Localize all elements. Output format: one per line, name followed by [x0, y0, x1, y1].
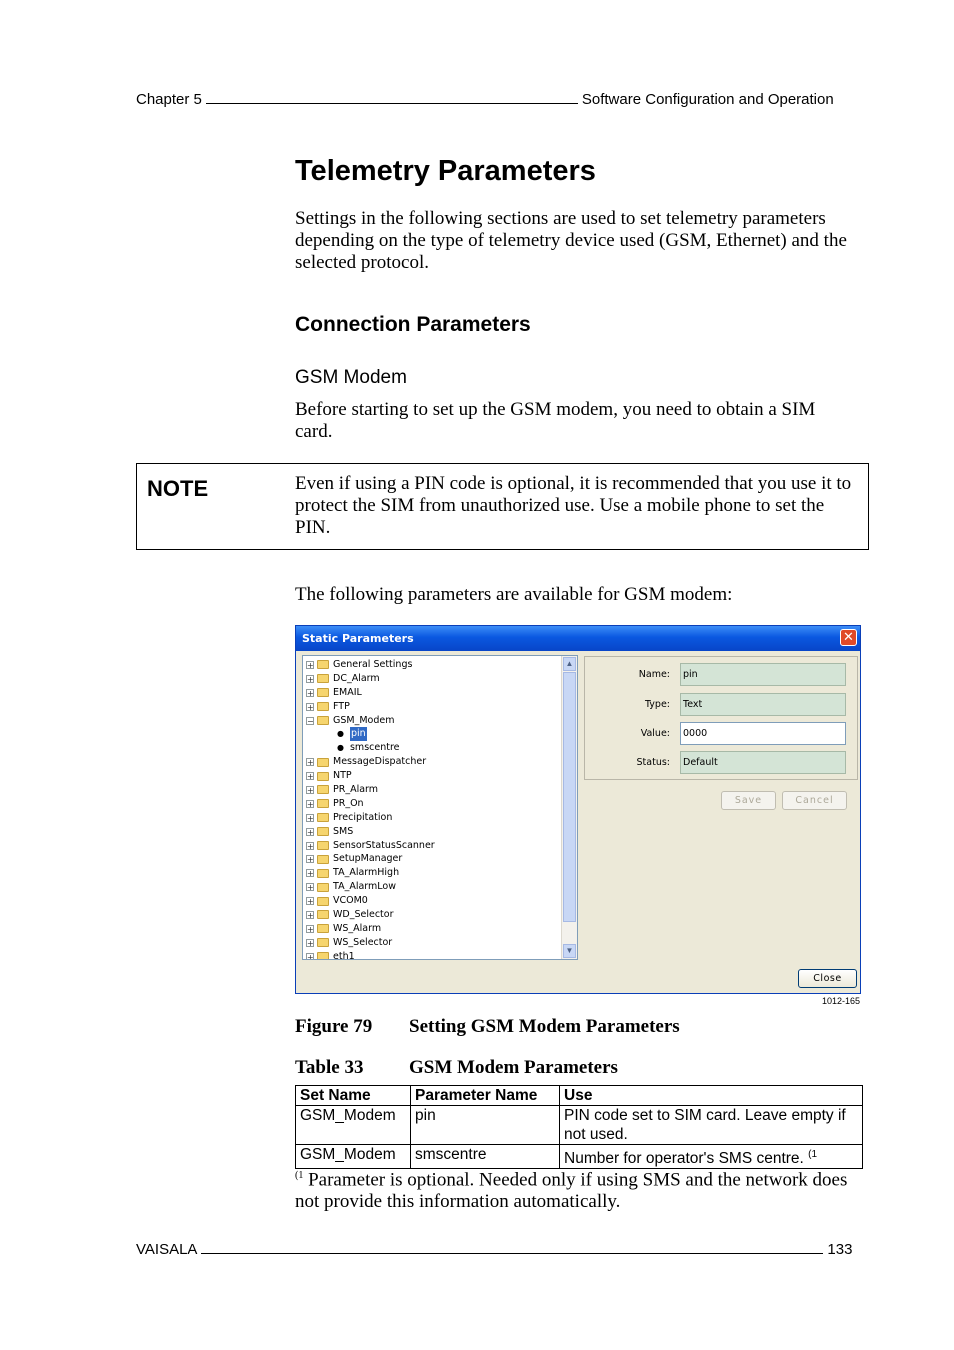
- tree-node-label: NTP: [333, 770, 352, 782]
- expand-icon[interactable]: +: [307, 688, 314, 698]
- folder-icon: [317, 869, 329, 878]
- tree-node[interactable]: [306, 936, 435, 950]
- tree-node-label: WS_Alarm: [333, 922, 382, 934]
- tree-node[interactable]: [306, 686, 435, 700]
- tree-scrollbar[interactable]: [561, 656, 577, 959]
- chapter-label: Chapter 5: [136, 91, 202, 108]
- tree-node-label: SensorStatusScanner: [333, 839, 435, 851]
- folder-icon: [317, 772, 329, 781]
- leaf-bullet-icon: ●: [337, 729, 344, 739]
- tree-node[interactable]: [306, 825, 435, 839]
- tree-node[interactable]: [306, 811, 435, 825]
- table-caption: GSM Modem Parameters: [409, 1057, 618, 1078]
- folder-icon: [317, 660, 329, 669]
- folder-icon: [317, 841, 329, 850]
- expand-icon[interactable]: +: [307, 785, 314, 795]
- tree-node[interactable]: [306, 700, 435, 714]
- folder-icon: [317, 827, 329, 836]
- tree-node[interactable]: [306, 769, 435, 783]
- footnote-marker: (1: [295, 1170, 304, 1181]
- expand-icon[interactable]: +: [307, 827, 314, 837]
- save-button[interactable]: Save: [721, 791, 776, 810]
- expand-icon[interactable]: +: [307, 869, 314, 879]
- expand-icon[interactable]: +: [307, 883, 314, 893]
- folder-icon: [317, 924, 329, 933]
- cell-set-name: GSM_Modem: [296, 1106, 411, 1145]
- folder-icon: [317, 702, 329, 711]
- tree-node-label: PR_On: [333, 797, 364, 809]
- tree-node-label: FTP: [333, 700, 350, 712]
- table-number: Table 33: [295, 1057, 364, 1078]
- page-number: 133: [827, 1241, 853, 1258]
- expand-icon[interactable]: +: [307, 952, 314, 960]
- status-field: Default: [680, 751, 846, 774]
- tree-node[interactable]: [306, 866, 435, 880]
- tree-node[interactable]: [306, 714, 435, 728]
- intro-paragraph: Settings in the following sections are used to set telemetry parameters depending on the type of telemetry device used (GSM, Ethernet) and the selected protocol.: [295, 208, 847, 273]
- type-field: Text: [680, 693, 846, 716]
- cancel-button[interactable]: Cancel: [782, 791, 847, 810]
- expand-icon[interactable]: +: [307, 855, 314, 865]
- tree-node-label: TA_AlarmHigh: [333, 867, 400, 879]
- tree-node-label: General Settings: [333, 659, 413, 670]
- tree-node[interactable]: [306, 783, 435, 797]
- name-field: pin: [680, 663, 846, 686]
- header-set-name: Set Name: [296, 1086, 411, 1106]
- tree-node[interactable]: [306, 950, 435, 960]
- close-button[interactable]: Close: [798, 969, 857, 988]
- figure-caption: Setting GSM Modem Parameters: [409, 1016, 680, 1037]
- tree-node[interactable]: [306, 672, 435, 686]
- footer-rule: [201, 1240, 823, 1254]
- expand-icon[interactable]: +: [307, 660, 314, 670]
- tree-leaf[interactable]: [306, 741, 435, 755]
- tree-node-label: DC_Alarm: [333, 672, 380, 684]
- tree-node-label: PR_Alarm: [333, 784, 379, 796]
- folder-icon: [317, 674, 329, 683]
- tree-node-label: TA_AlarmLow: [333, 881, 396, 893]
- note-label: NOTE: [147, 476, 209, 501]
- tree-node[interactable]: [306, 908, 435, 922]
- expand-icon[interactable]: +: [307, 813, 314, 823]
- company-name: VAISALA: [136, 1241, 198, 1258]
- type-label: Type:: [644, 699, 670, 710]
- close-icon[interactable]: ✕: [840, 629, 857, 646]
- gsm-parameters-table: [295, 1085, 863, 1169]
- folder-icon: [317, 952, 329, 960]
- tree-node[interactable]: [306, 880, 435, 894]
- header-parameter-name: Parameter Name: [411, 1086, 560, 1106]
- table-footnote: [295, 1165, 865, 1213]
- tree-node-label: MessageDispatcher: [333, 756, 427, 768]
- tree-node[interactable]: [306, 839, 435, 853]
- note-text: Even if using a PIN code is optional, it is recommended that you use it to protect the SIM from unauthorized use. Use a mobile phone to set the PIN.: [295, 473, 852, 538]
- section-heading: Connection Parameters: [295, 313, 531, 336]
- scroll-down-icon[interactable]: ▼: [563, 944, 576, 958]
- scroll-thumb[interactable]: [563, 672, 576, 922]
- tree-node[interactable]: [306, 658, 435, 672]
- expand-icon[interactable]: +: [307, 799, 314, 809]
- tree-list: [306, 658, 435, 960]
- value-input[interactable]: 0000: [680, 722, 846, 745]
- cell-parameter-name: pin: [411, 1106, 560, 1145]
- expand-icon[interactable]: +: [307, 674, 314, 684]
- section-label: Software Configuration and Operation: [581, 91, 834, 108]
- tree-leaf-label: pin: [350, 728, 366, 740]
- tree-node-label: SMS: [333, 825, 354, 837]
- tree-node-label: VCOM0: [333, 895, 368, 907]
- footnote-ref: (1: [808, 1149, 818, 1160]
- subsection-heading: GSM Modem: [295, 367, 407, 388]
- tree-node-label: EMAIL: [333, 686, 362, 698]
- expand-icon[interactable]: +: [307, 924, 314, 934]
- static-parameters-dialog: [295, 625, 861, 994]
- tree-leaf[interactable]: [306, 727, 435, 741]
- tree-node[interactable]: [306, 894, 435, 908]
- dialog-title: Static Parameters: [302, 632, 414, 645]
- note-box: [136, 463, 869, 550]
- tree-node-label: WD_Selector: [333, 909, 394, 921]
- expand-icon[interactable]: +: [307, 758, 314, 768]
- folder-icon: [317, 883, 329, 892]
- expand-icon[interactable]: +: [307, 938, 314, 948]
- params-intro-paragraph: The following parameters are available for GSM modem:: [295, 584, 733, 605]
- table-row: [296, 1106, 863, 1145]
- tree-node[interactable]: [306, 755, 435, 769]
- folder-icon: [317, 758, 329, 767]
- expand-icon[interactable]: +: [307, 910, 314, 920]
- header-use: Use: [560, 1086, 863, 1106]
- folder-icon: [317, 855, 329, 864]
- expand-icon[interactable]: +: [307, 702, 314, 712]
- tree-node[interactable]: [306, 922, 435, 936]
- folder-icon: [317, 716, 329, 725]
- expand-icon[interactable]: +: [307, 772, 314, 782]
- cell-set-name: GSM_Modem: [296, 1145, 411, 1169]
- folder-icon: [317, 688, 329, 697]
- cell-parameter-name: smscentre: [411, 1145, 560, 1169]
- tree-node-label: WS_Selector: [333, 936, 393, 948]
- table-header-row: [296, 1086, 863, 1106]
- tree-node-label: SetupManager: [333, 853, 403, 865]
- running-footer: [136, 1240, 863, 1258]
- value-label: Value:: [640, 728, 670, 739]
- folder-icon: [317, 785, 329, 794]
- folder-icon: [317, 938, 329, 947]
- page-title: Telemetry Parameters: [295, 155, 596, 187]
- expand-icon[interactable]: +: [307, 897, 314, 907]
- figure-id: 1012-165: [822, 996, 861, 1006]
- collapse-icon[interactable]: −: [307, 716, 314, 726]
- folder-icon: [317, 813, 329, 822]
- header-rule: [206, 90, 578, 104]
- scroll-up-icon[interactable]: ▲: [563, 657, 576, 671]
- tree-node-label: Precipitation: [333, 811, 393, 823]
- running-header: [136, 90, 863, 108]
- expand-icon[interactable]: +: [307, 841, 314, 851]
- tree-node[interactable]: [306, 852, 435, 866]
- leaf-bullet-icon: ●: [337, 743, 344, 753]
- property-panel: [584, 656, 858, 780]
- parameter-tree: [302, 655, 578, 960]
- dialog-titlebar: [296, 626, 860, 651]
- name-label: Name:: [638, 669, 670, 680]
- footnote-text: Parameter is optional. Needed only if using SMS and the network does not provide this information automatically.: [295, 1169, 848, 1213]
- figure-number: Figure 79: [295, 1016, 373, 1037]
- sim-paragraph: Before starting to set up the GSM modem, you need to obtain a SIM card.: [295, 399, 816, 442]
- tree-node-label: GSM_Modem: [333, 714, 395, 726]
- folder-icon: [317, 799, 329, 808]
- tree-node-label: eth1: [333, 950, 355, 960]
- folder-icon: [317, 897, 329, 906]
- folder-icon: [317, 910, 329, 919]
- cell-use: PIN code set to SIM card. Leave empty if not used.: [560, 1106, 863, 1145]
- cell-use-text: Number for operator's SMS centre.: [564, 1150, 804, 1168]
- status-label: Status:: [636, 757, 670, 768]
- tree-leaf-label: smscentre: [349, 742, 400, 754]
- tree-node[interactable]: [306, 797, 435, 811]
